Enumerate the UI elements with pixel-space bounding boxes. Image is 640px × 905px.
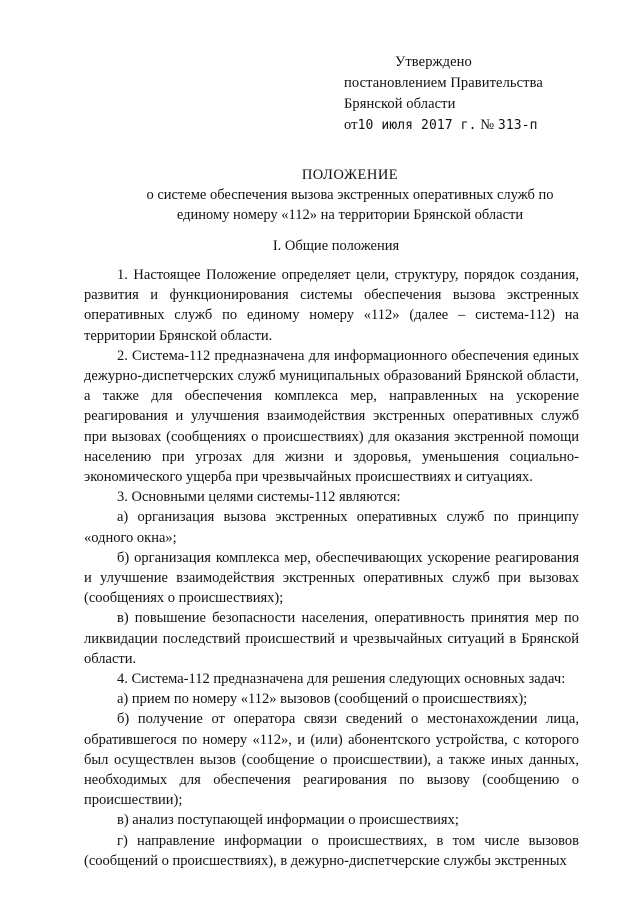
approval-approved-label: Утверждено	[395, 54, 472, 70]
approval-date-prefix: от	[344, 117, 358, 133]
paragraph-4a: а) прием по номеру «112» вызовов (сообщений о происшествиях);	[117, 691, 528, 708]
document-title: ПОЛОЖЕНИЕ	[301, 167, 399, 183]
paragraph-3a: а) организация вызова экстренных оперативных служб по принципу «одного окна»;	[84, 509, 579, 546]
approval-region-label: Брянской области	[344, 96, 456, 112]
approval-date-line	[344, 115, 543, 136]
section-heading: I. Общие положения	[272, 238, 400, 254]
approval-number-label: №	[480, 117, 495, 133]
document-subtitle-line-1: о системе обеспечения вызова экстренных оперативных служб по	[146, 187, 554, 203]
paragraph-3: 3. Основными целями системы-112 являются:	[117, 489, 401, 506]
approval-stamp	[344, 52, 543, 136]
paragraph-4d: г) направление информации о происшествиях, в том числе вызовов (сообщений о происшествиях), в дежурно-диспетчерские службы экстренных	[84, 832, 579, 869]
paragraph-3c: в) повышение безопасности населения, оперативность принятия мер по ликвидации последствий происшествий и чрезвычайных ситуаций в Брянской области.	[84, 610, 579, 667]
paragraph-3b: б) организация комплекса мер, обеспечивающих ускорение реагирования и улучшение взаимодействия экстренных оперативных служб при вызовах (сообщениях о происшествиях);	[84, 549, 579, 607]
paragraph-4b: б) получение от оператора связи сведений о местонахождении лица, обратившегося по номеру «112», и (или) абонентского устройства, с которого был осуществлен вызов (сообщение о происшествии), а также иных данных, необходимых для обеспечения реагирования по вызову (сообщению о происшествии);	[84, 711, 579, 809]
document-heading	[112, 165, 588, 225]
paragraph-4c: в) анализ поступающей информации о происшествиях;	[117, 812, 459, 829]
paragraph-4: 4. Система-112 предназначена для решения следующих основных задач:	[117, 671, 566, 688]
approval-number-value: 313-п	[497, 118, 538, 133]
paragraph-1: 1. Настоящее Положение определяет цели, структуру, порядок создания, развития и функционирования системы обеспечения вызова экстренных оперативных служб по единому номеру «112» (далее – система-112) на территории Брянской области.	[84, 267, 579, 344]
approval-date-value: 10 июля 2017 г.	[357, 118, 477, 133]
document-body	[84, 265, 579, 871]
paragraph-2: 2. Система-112 предназначена для информационного обеспечения единых дежурно-диспетчерских служб муниципальных образований Брянской области, а также для обеспечения комплекса мер, направленных на ускорение реагирования и улучшения взаимодействия экстренных оперативных служб при вызовах (сообщениях о происшествиях) для оказания экстренной помощи населению при угрозах для жизни и здоровья, уменьшения социально-экономического ущерба при чрезвычайных происшествиях и ситуациях.	[84, 347, 579, 486]
approval-resolution-label: постановлением Правительства	[344, 75, 543, 91]
document-subtitle-line-2: единому номеру «112» на территории Брянской области	[176, 207, 524, 223]
